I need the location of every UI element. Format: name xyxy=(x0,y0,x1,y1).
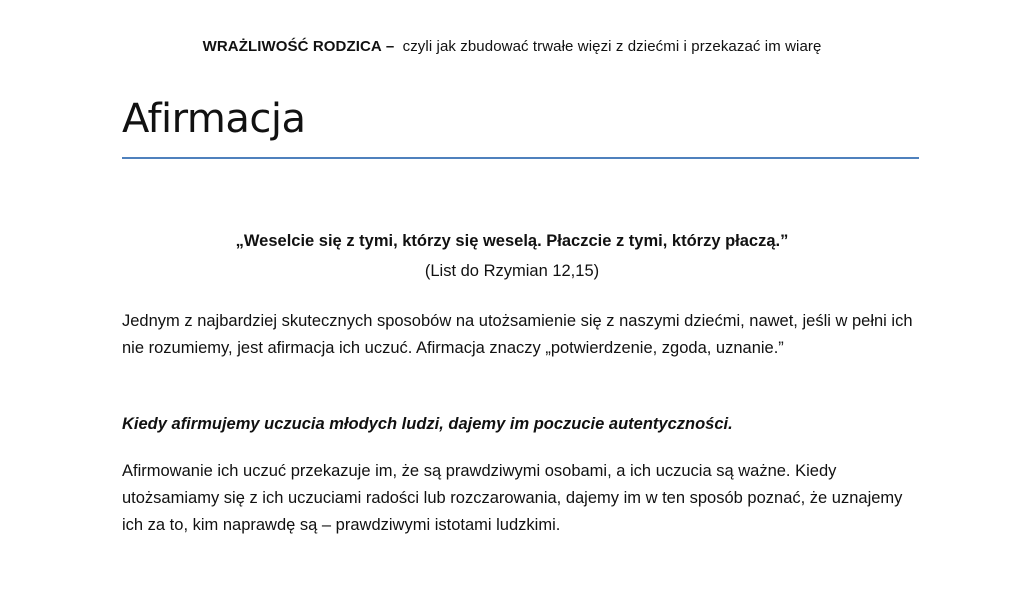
running-header xyxy=(0,38,1024,55)
header-title-bold: WRAŻLIWOŚĆ RODZICA xyxy=(202,38,382,55)
header-subtitle: czyli jak zbudować trwałe więzi z dziećmi i przekazać im wiarę xyxy=(402,38,822,55)
page-title: Afirmacja xyxy=(122,96,306,142)
paragraph-intro: Jednym z najbardziej skutecznych sposobów na utożsamienie się z naszymi dziećmi, nawet, jeśli w pełni ich nie rozumiemy, jest afirmacja ich uczuć. Afirmacja znaczy „potwierdzenie, zgoda, uznanie.” xyxy=(122,312,913,357)
paragraph-body: Afirmowanie ich uczuć przekazuje im, że są prawdziwymi osobami, a ich uczucia są ważne. Kiedy utożsamiamy się z ich uczuciami radości lub rozczarowania, dajemy im w ten sposób poznać, że uznajemy ich za to, kim naprawdę są – prawdziwymi istotami ludzkimi. xyxy=(122,462,903,534)
header-separator: – xyxy=(385,38,395,55)
paragraph-emphasis: Kiedy afirmujemy uczucia młodych ludzi, dajemy im poczucie autentyczności. xyxy=(122,415,733,433)
scripture-quote: „Weselcie się z tymi, którzy się weselą. Płaczcie z tymi, którzy płaczą.” xyxy=(235,232,789,250)
quote-source: (List do Rzymian 12,15) xyxy=(424,262,600,280)
title-underline-divider xyxy=(122,157,919,159)
